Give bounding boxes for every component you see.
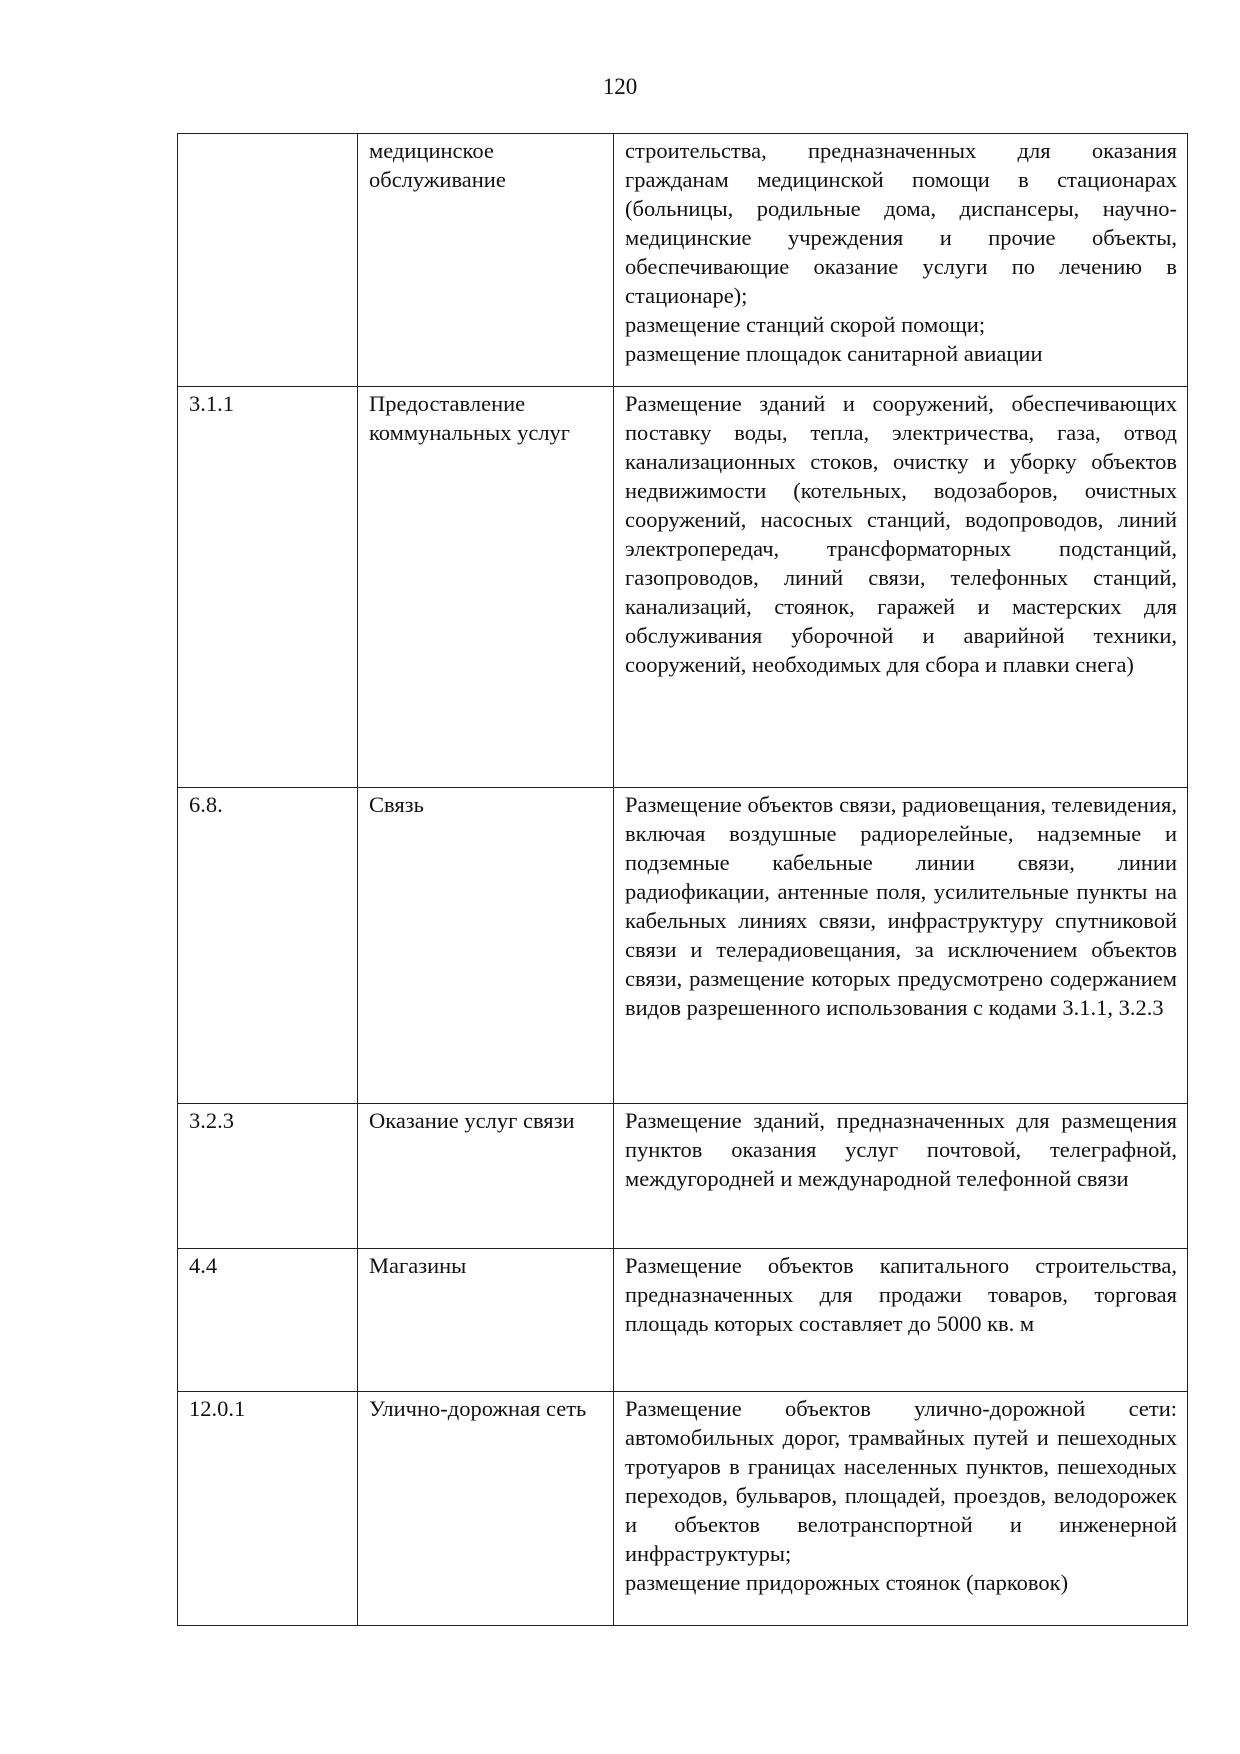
description-line: размещение площадок санитарной авиации: [625, 341, 1043, 366]
code-cell: 3.2.3: [178, 1104, 358, 1249]
name-cell: медицинское обслуживание: [358, 134, 614, 387]
name-cell: Предоставление коммунальных услуг: [358, 387, 614, 788]
description-cell: [614, 387, 1188, 788]
name-cell: Улично-дорожная сеть: [358, 1392, 614, 1626]
description-cell: [614, 134, 1188, 387]
description-text: Размещение объектов связи, радиовещания, телевидения, включая воздушные радиорелейные, надземные и подземные кабельные линии связи, линии радиофикации, антенные поля, усилительные пункты на кабельных линиях связи, инфраструктуру спутниковой связи и телерадиовещания, за исключением объектов связи, размещение которых предусмотрено содержанием видов разрешенного использования с кодами 3.1.1, 3.2.3: [625, 792, 1177, 1020]
table-row: [178, 1392, 1188, 1626]
table-row: [178, 387, 1188, 788]
page-number: 120: [602, 74, 638, 99]
land-use-table: [177, 133, 1188, 1626]
description-cell: [614, 1249, 1188, 1392]
name-cell: Оказание услуг связи: [358, 1104, 614, 1249]
code-cell: [178, 134, 358, 387]
name-cell: Магазины: [358, 1249, 614, 1392]
code-cell: 3.1.1: [178, 387, 358, 788]
code-cell: 12.0.1: [178, 1392, 358, 1626]
name-cell: Связь: [358, 788, 614, 1104]
description-line: Размещение объектов улично-дорожной сети: автомобильных дорог, трамвайных путей и пешеходных тротуаров в границах населенных пунктов, пешеходных переходов, бульваров, площадей, проездов, велодорожек и объектов велотранспортной и инженерной инфраструктуры;: [625, 1396, 1177, 1566]
code-cell: 4.4: [178, 1249, 358, 1392]
table-row: [178, 1249, 1188, 1392]
description-text: Размещение зданий и сооружений, обеспечивающих поставку воды, тепла, электричества, газа, отвод канализационных стоков, очистку и уборку объектов недвижимости (котельных, водозаборов, очистных сооружений, насосных станций, водопроводов, линий электропередач, трансформаторных подстанций, газопроводов, линий связи, телефонных станций, канализаций, стоянок, гаражей и мастерских для обслуживания уборочной и аварийной техники, сооружений, необходимых для сбора и плавки снега): [625, 391, 1177, 677]
description-cell: [614, 788, 1188, 1104]
description-line: размещение придорожных стоянок (парковок): [625, 1570, 1069, 1595]
table-row: [178, 134, 1188, 387]
description-cell: [614, 1104, 1188, 1249]
table-row: [178, 788, 1188, 1104]
description-line: строительства, предназначенных для оказания гражданам медицинской помощи в стационарах (больницы, родильные дома, диспансеры, научно-медицинские учреждения и прочие объекты, обеспечивающие оказание услуги по лечению в стационаре);: [625, 138, 1177, 308]
code-cell: 6.8.: [178, 788, 358, 1104]
description-text: Размещение зданий, предназначенных для размещения пунктов оказания услуг почтовой, телеграфной, междугородней и международной телефонной связи: [625, 1108, 1177, 1191]
description-cell: [614, 1392, 1188, 1626]
table-row: [178, 1104, 1188, 1249]
description-text: Размещение объектов капитального строительства, предназначенных для продажи товаров, торговая площадь которых составляет до 5000 кв. м: [625, 1253, 1177, 1336]
description-line: размещение станций скорой помощи;: [625, 312, 986, 337]
